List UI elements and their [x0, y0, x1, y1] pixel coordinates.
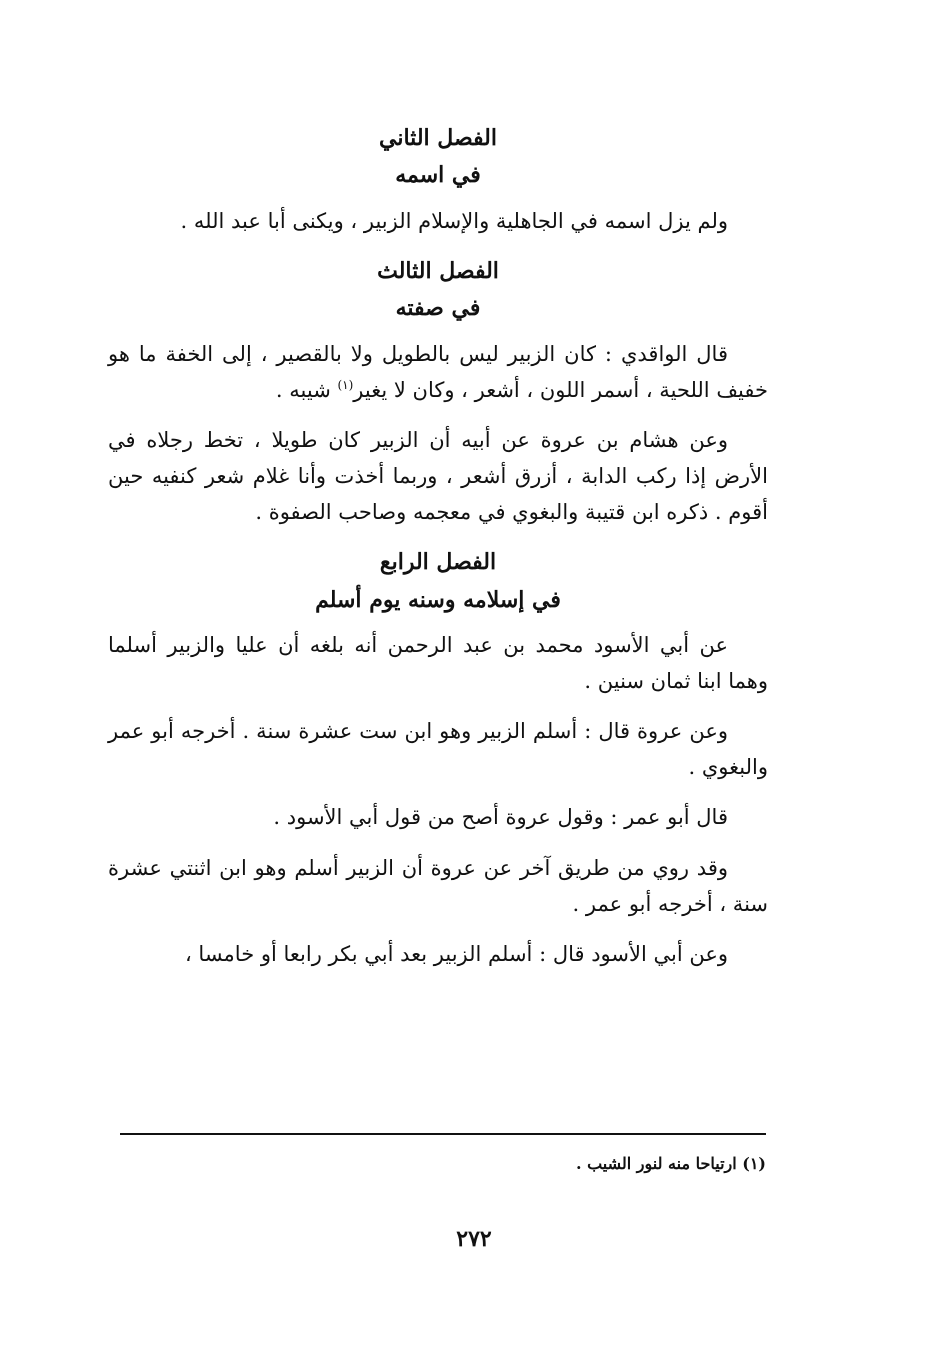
- footnote-marker: (١): [337, 377, 354, 392]
- chapter-3-p1-end: شيبه .: [275, 377, 338, 402]
- page-number: ٢٧٢: [456, 1226, 492, 1252]
- chapter-3-p1-text: قال الواقدي : كان الزبير ليس بالطويل ولا بالقصير ، إلى الخفة ما هو خفيف اللحية ، أسمر اللون ، أشعر ، وكان لا يغير: [108, 341, 768, 402]
- chapter-3-paragraph-1: [108, 336, 768, 408]
- chapter-3-title: الفصل الثالث: [377, 257, 499, 284]
- chapter-2-subtitle: في اسمه: [395, 162, 481, 189]
- chapter-3-subtitle: في صفته: [395, 295, 481, 322]
- chapter-4-paragraph-5: وعن أبي الأسود قال : أسلم الزبير بعد أبي بكر رابعا أو خامسا ،: [184, 941, 728, 966]
- page-content: [108, 120, 768, 1320]
- chapter-3-paragraph-2: وعن هشام بن عروة عن أبيه أن الزبير كان طويلا ، تخط رجلاه في الأرض إذا ركب الدابة ، أزرق أشعر ، وربما أخذت وأنا غلام شعر كنفيه حين أقوم . ذكره ابن قتيبة والبغوي في معجمه وصاحب الصفوة .: [108, 427, 768, 525]
- chapter-4-paragraph-2: وعن عروة قال : أسلم الزبير وهو ابن ست عشرة سنة . أخرجه أبو عمر والبغوي .: [108, 719, 768, 780]
- chapter-4-title: الفصل الرابع: [379, 549, 497, 576]
- chapter-4-paragraph-3: قال أبو عمر : وقول عروة أصح من قول أبي الأسود .: [273, 805, 728, 830]
- footnote-divider: [120, 1133, 766, 1135]
- chapter-2-title: الفصل الثاني: [379, 125, 497, 151]
- chapter-2-paragraph: ولم يزل اسمه في الجاهلية والإسلام الزبير ، ويكنى أبا عبد الله .: [180, 208, 728, 233]
- footnote: (١) ارتياحا منه لنور الشيب .: [575, 1154, 766, 1173]
- chapter-4-paragraph-1: عن أبي الأسود محمد بن عبد الرحمن أنه بلغه أن عليا والزبير أسلما وهما ابنا ثمان سنين .: [108, 633, 768, 694]
- chapter-4-subtitle: في إسلامه وسنه يوم أسلم: [315, 586, 561, 613]
- chapter-4-paragraph-4: وقد روي من طريق آخر عن عروة أن الزبير أسلم وهو ابن اثنتي عشرة سنة ، أخرجه أبو عمر .: [108, 855, 768, 916]
